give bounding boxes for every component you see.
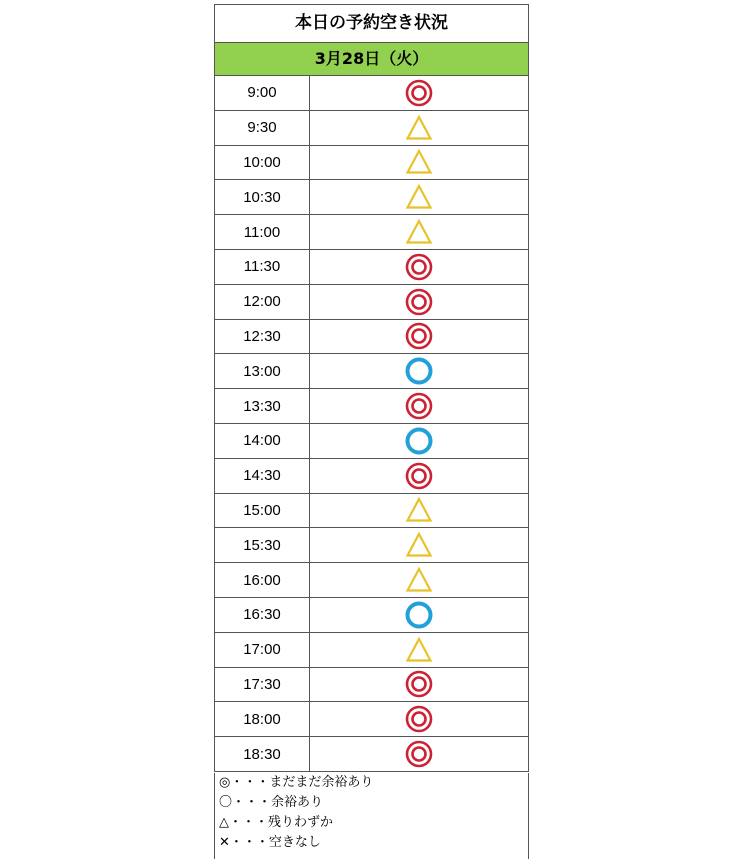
slot-status <box>310 668 528 702</box>
triangle-icon <box>405 148 433 176</box>
legend-item-circle: 〇・・・余裕あり <box>219 795 324 810</box>
slot-time: 18:30 <box>215 737 310 771</box>
slot-time: 11:00 <box>215 215 310 249</box>
legend-item-cross: ✕・・・空きなし <box>219 835 321 850</box>
slot-row <box>215 633 528 668</box>
slot-status <box>310 528 528 562</box>
circle-icon <box>405 427 433 455</box>
slot-row <box>215 598 528 633</box>
slot-status <box>310 633 528 667</box>
slot-list <box>215 76 528 772</box>
double-circle-icon <box>405 462 433 490</box>
slot-row <box>215 528 528 563</box>
slot-status <box>310 111 528 145</box>
double-circle-icon <box>405 670 433 698</box>
slot-time: 12:00 <box>215 285 310 319</box>
triangle-icon <box>405 636 433 664</box>
legend <box>214 773 529 859</box>
slot-time: 13:00 <box>215 354 310 388</box>
slot-status <box>310 250 528 284</box>
slot-time: 11:30 <box>215 250 310 284</box>
double-circle-icon <box>405 705 433 733</box>
double-circle-icon <box>405 392 433 420</box>
legend-item-double-circle: ◎・・・まだまだ余裕あり <box>219 775 374 790</box>
slot-row <box>215 180 528 215</box>
legend-item-triangle: △・・・残りわずか <box>219 815 333 830</box>
slot-time: 9:00 <box>215 76 310 110</box>
slot-status <box>310 146 528 180</box>
slot-status <box>310 180 528 214</box>
slot-row <box>215 215 528 250</box>
date-header: 3月28日（火） <box>215 43 528 76</box>
slot-time: 10:30 <box>215 180 310 214</box>
slot-time: 16:30 <box>215 598 310 632</box>
slot-time: 18:00 <box>215 702 310 736</box>
slot-status <box>310 737 528 771</box>
triangle-icon <box>405 566 433 594</box>
slot-time: 10:00 <box>215 146 310 180</box>
slot-row <box>215 424 528 459</box>
double-circle-icon <box>405 288 433 316</box>
slot-status <box>310 354 528 388</box>
double-circle-icon <box>405 253 433 281</box>
availability-table <box>214 4 529 772</box>
slot-row <box>215 494 528 529</box>
slot-status <box>310 424 528 458</box>
slot-row <box>215 354 528 389</box>
triangle-icon <box>405 218 433 246</box>
triangle-icon <box>405 183 433 211</box>
slot-row <box>215 563 528 598</box>
slot-status <box>310 702 528 736</box>
slot-status <box>310 285 528 319</box>
slot-status <box>310 563 528 597</box>
slot-row <box>215 250 528 285</box>
circle-icon <box>405 601 433 629</box>
slot-row <box>215 146 528 181</box>
slot-status <box>310 459 528 493</box>
triangle-icon <box>405 531 433 559</box>
triangle-icon <box>405 496 433 524</box>
slot-time: 9:30 <box>215 111 310 145</box>
page-title: 本日の予約空き状況 <box>215 5 528 43</box>
slot-status <box>310 389 528 423</box>
slot-status <box>310 76 528 110</box>
slot-row <box>215 389 528 424</box>
triangle-icon <box>405 114 433 142</box>
double-circle-icon <box>405 322 433 350</box>
slot-time: 14:00 <box>215 424 310 458</box>
circle-icon <box>405 357 433 385</box>
slot-time: 16:00 <box>215 563 310 597</box>
slot-time: 17:00 <box>215 633 310 667</box>
slot-time: 15:00 <box>215 494 310 528</box>
slot-row <box>215 111 528 146</box>
slot-row <box>215 702 528 737</box>
slot-row <box>215 320 528 355</box>
double-circle-icon <box>405 740 433 768</box>
slot-row <box>215 76 528 111</box>
slot-status <box>310 320 528 354</box>
slot-row <box>215 737 528 772</box>
slot-status <box>310 598 528 632</box>
slot-row <box>215 459 528 494</box>
slot-time: 13:30 <box>215 389 310 423</box>
slot-time: 12:30 <box>215 320 310 354</box>
slot-time: 17:30 <box>215 668 310 702</box>
slot-row <box>215 668 528 703</box>
slot-time: 15:30 <box>215 528 310 562</box>
slot-status <box>310 215 528 249</box>
slot-time: 14:30 <box>215 459 310 493</box>
double-circle-icon <box>405 79 433 107</box>
slot-status <box>310 494 528 528</box>
slot-row <box>215 285 528 320</box>
